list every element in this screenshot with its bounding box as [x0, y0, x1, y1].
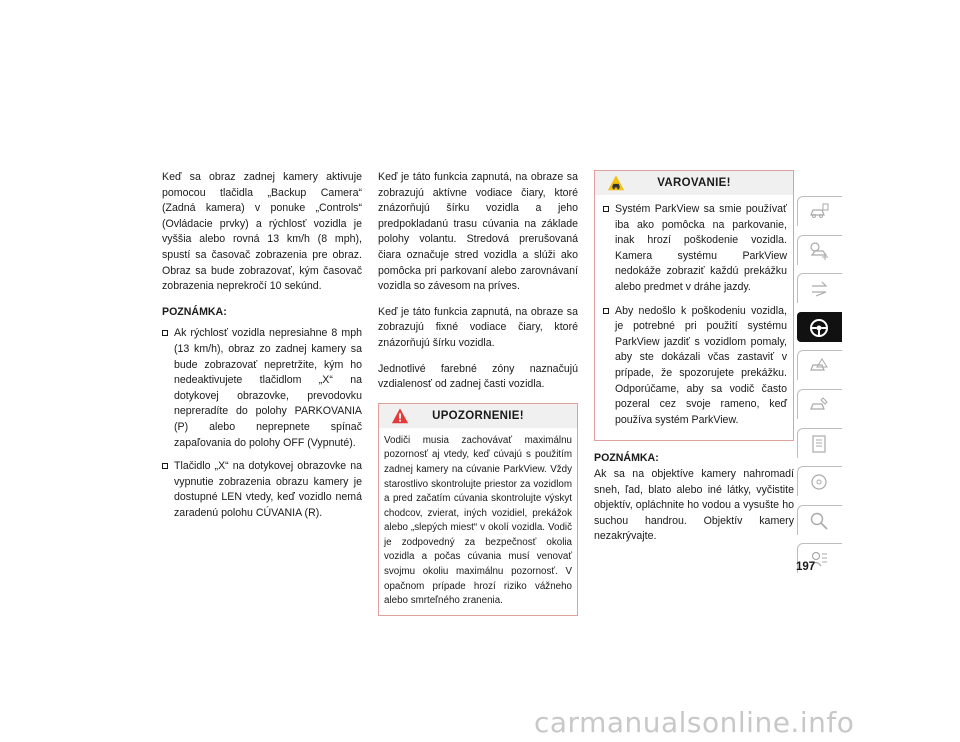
- caution-header: [379, 404, 577, 428]
- tab-specifications[interactable]: [797, 428, 842, 458]
- warning-bullet-2: [603, 304, 787, 429]
- note-title: POZNÁMKA:: [162, 305, 227, 318]
- caution-title: UPOZORNENIE!: [432, 409, 524, 422]
- steering-wheel-icon: [808, 317, 830, 339]
- warning-title: VAROVANIE!: [657, 177, 731, 189]
- chapter-tabs: [797, 196, 842, 582]
- getting-to-know-icon: [808, 240, 830, 262]
- tab-vehicle-info[interactable]: [797, 196, 842, 226]
- tab-servicing[interactable]: [797, 389, 842, 419]
- bullet-text: Systém ParkView sa smie používať iba ako pomôcka na parkovanie, inak hrozí poškodenie vozidla. Kamera systému ParkView nedokáže zobraziť každú prekážku alebo predmet v dráhe jazdy.: [615, 203, 787, 293]
- bullet-text: Aby nedošlo k poškodeniu vozidla, je potrebné pri použití systému ParkView jazdiť s vozidlom pomaly, aby ste dokázali včas zastaviť v prípade, že spozorujete prekážku. Odporúčame, aby sa vodič často pozeral cez svoje rameno, keď používa systém ParkView.: [615, 304, 787, 426]
- vehicle-info-icon: [808, 201, 830, 223]
- starting-operating-icon: [808, 278, 830, 300]
- caution-box: [378, 403, 578, 616]
- checkbox-bullet-icon: [162, 330, 168, 336]
- tab-index[interactable]: [797, 505, 842, 535]
- warning-box: [594, 170, 794, 441]
- lens-note-text: Ak sa na objektíve kamery nahromadí sneh, ľad, blato alebo iné látky, vyčistite objektív, opláchnite ho vodou a vysušte ho suchou handrou. Objektív kamery nezakrývajte.: [594, 467, 794, 543]
- warning-car-icon: [607, 174, 625, 192]
- fixed-guidelines-paragraph: Keď je táto funkcia zapnutá, na obraze sa zobrazujú fixné vodiace čiary, ktoré znázorňujú šírku vozidla.: [378, 305, 578, 349]
- emergency-icon: [808, 355, 830, 377]
- warning-bullet-1: [603, 202, 787, 296]
- checkbox-bullet-icon: [162, 463, 168, 469]
- column-left: [162, 170, 362, 529]
- checkbox-bullet-icon: [603, 206, 609, 212]
- warning-header: [595, 171, 793, 195]
- tab-getting-to-know[interactable]: [797, 235, 842, 265]
- note-bullet-1: [162, 326, 362, 451]
- checkbox-bullet-icon: [603, 308, 609, 314]
- column-right: [594, 170, 794, 545]
- tab-multimedia[interactable]: [797, 466, 842, 496]
- multimedia-icon: [808, 471, 830, 493]
- column-middle: [378, 170, 578, 616]
- specifications-icon: [808, 433, 830, 455]
- bullet-text: Tlačidlo „X“ na dotykovej obrazovke na vypnutie zobrazenia obrazu kamery je dostupné LEN vtedy, keď vozidlo nemá zaradenú polohu CÚVANIA (R).: [174, 460, 362, 519]
- watermark: carmanualsonline.info: [534, 706, 855, 739]
- bullet-text: Ak rýchlosť vozidla nepresiahne 8 mph (13 km/h), obraz zo zadnej kamery sa bude zobrazovať nepretržite, kým ho nedeaktivujete tlačidlom „X“ na dotykovej obrazovke, prevodovku nepreradíte do polohy PARKOVANIA (P) alebo neprepnete spínač zapaľovania do polohy OFF (Vypnuté).: [174, 327, 362, 449]
- active-guidelines-paragraph: Keď je táto funkcia zapnutá, na obraze sa zobrazujú aktívne vodiace čiary, ktoré znázorňujú šírku vozidla a jeho predpokladanú trasu cúvania na základe polohy volantu. Stredová prerušovaná čiara označuje stred vozidla a slúži ako pomôcka pri parkovaní alebo zarovnávaní vozidla so závesom na príves.: [378, 171, 578, 293]
- tab-safety[interactable]: [797, 312, 842, 342]
- note-title: POZNÁMKA:: [594, 452, 659, 465]
- caution-text: Vodiči musia zachovávať maximálnu pozornosť aj vtedy, keď cúvajú s použitím zadnej kamery na cúvanie ParkView. Vždy starostlivo skontrolujte priestor za vozidlom a pred začatím cúvania skontrolujte výskyt chodcov, zvierat, iných vozidiel, prekážok alebo „slepých miest“ v okolí vozidla. Vodič je zodpovedný za bezpečnosť okolia vozidla a počas cúvania musí venovať svojmu okoliu maximálnu pozornosť. V opačnom prípade hrozí riziko vážneho alebo smrteľného zranenia.: [384, 434, 572, 607]
- intro-paragraph: Keď sa obraz zadnej kamery aktivuje pomocou tlačidla „Backup Camera“ (Zadná kamera) v ponuke „Controls“ (Ovládacie prvky) a rýchlosť vozidla je vyššia alebo rovná 13 km/h (8 mph), spustí sa časovač zobrazenia pre obraz. Obraz sa bude zobrazovať, kým časovač zobrazenia neprekročí 10 sekúnd.: [162, 171, 362, 293]
- warning-body: [595, 195, 793, 438]
- color-zones-paragraph: Jednotlivé farebné zóny naznačujú vzdialenosť od zadnej časti vozidla.: [378, 362, 578, 391]
- warning-triangle-icon: [391, 407, 409, 425]
- note-bullet-2: [162, 459, 362, 521]
- servicing-icon: [808, 394, 830, 416]
- page-number: 197: [796, 561, 816, 573]
- magnifier-icon: [808, 510, 830, 532]
- tab-emergency[interactable]: [797, 350, 842, 380]
- lens-note: [594, 451, 794, 545]
- tab-starting-operating[interactable]: [797, 273, 842, 303]
